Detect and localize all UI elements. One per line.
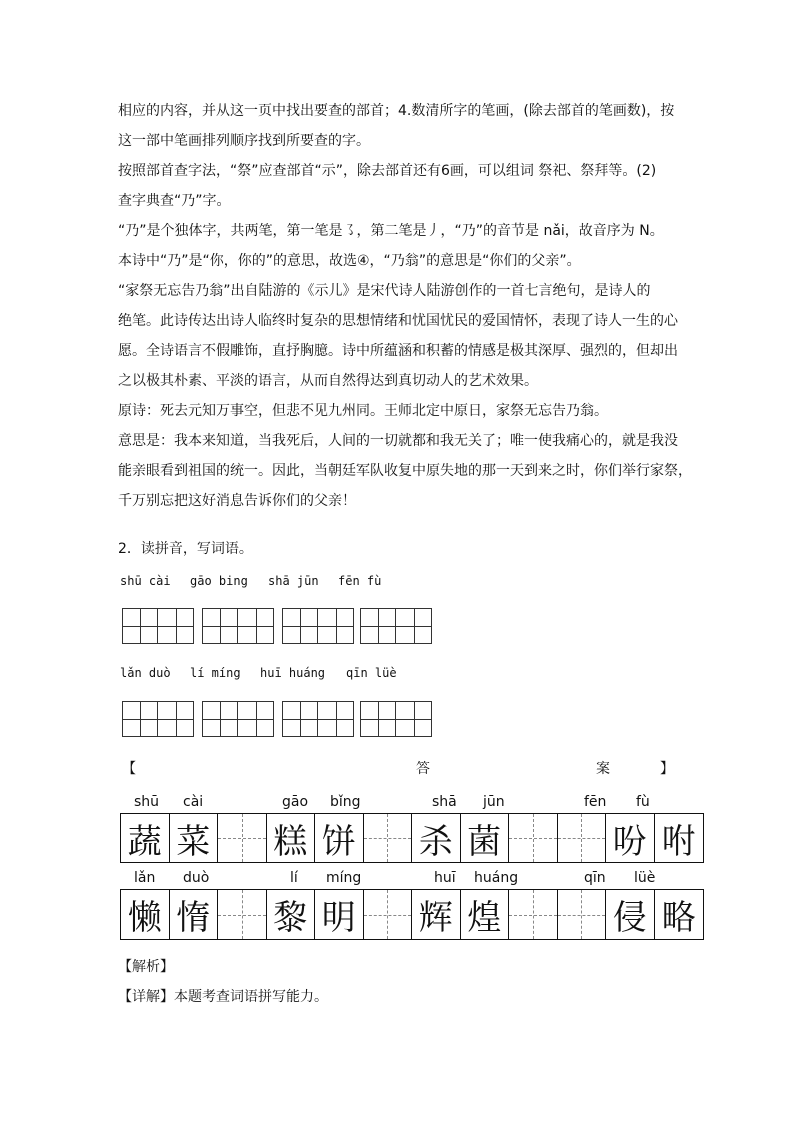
- writing-box[interactable]: [202, 608, 274, 644]
- analysis-label: 【解析】: [118, 959, 174, 975]
- answer-pinyin: duò: [183, 870, 210, 886]
- writing-cell[interactable]: [361, 702, 396, 736]
- answer-char-cell: 略: [661, 898, 696, 938]
- answer-pinyin: shū: [134, 794, 160, 810]
- answer-pinyin: qīn: [584, 870, 606, 886]
- text-line: “家祭无忘告乃翁”出自陆游的《示儿》是宋代诗人陆游创作的一首七言绝句，是诗人的: [118, 283, 651, 299]
- writing-cell[interactable]: [283, 702, 318, 736]
- answer-pinyin: bǐng: [330, 794, 361, 810]
- writing-cell[interactable]: [238, 702, 273, 736]
- answer-pinyin: cài: [183, 794, 204, 810]
- writing-box[interactable]: [360, 701, 432, 737]
- answer-table-row-2: [120, 889, 704, 940]
- pinyin-label: shū cài: [120, 574, 171, 588]
- writing-cell[interactable]: [203, 702, 238, 736]
- writing-cell[interactable]: [396, 702, 431, 736]
- answer-pinyin: jūn: [483, 794, 505, 810]
- text-line: 意思是：我本来知道，当我死后，人间的一切就都和我无关了；唯一使我痛心的，就是我没: [118, 433, 678, 449]
- writing-box[interactable]: [122, 701, 194, 737]
- answer-char: 答: [416, 761, 430, 777]
- writing-cell[interactable]: [396, 609, 431, 643]
- writing-box[interactable]: [122, 608, 194, 644]
- answer-char-cell: 黎: [267, 890, 316, 939]
- spacer-cell: [558, 814, 607, 862]
- answer-char-cell: 蔬: [121, 814, 170, 862]
- text-line: 能亲眼看到祖国的统一。因此，当朝廷军队收复中原失地的那一天到来之时，你们举行家祭，: [118, 463, 692, 479]
- spacer-cell: [509, 890, 558, 939]
- text-line: 相应的内容，并从这一页中找出要查的部首；4.数清所字的笔画，(除去部首的笔画数)，按: [118, 103, 675, 119]
- text-line: 愿。全诗语言不假雕饰，直抒胸臆。诗中所蕴涵和积蓄的情感是极其深厚、强烈的，但却出: [118, 343, 678, 359]
- answer-pinyin: lí: [290, 870, 298, 886]
- text-line: 按照部首查字法，“祭”应查部首“示”，除去部首还有6画，可以组词 祭祀、祭拜等。(2): [118, 163, 657, 179]
- answer-char-cell: 辉: [412, 890, 461, 939]
- answer-char-cell: 菜: [170, 814, 219, 862]
- answer-pinyin: shā: [432, 794, 457, 810]
- pinyin-label: gāo bing: [190, 574, 248, 588]
- writing-box[interactable]: [360, 608, 432, 644]
- spacer-cell: [509, 814, 558, 862]
- pinyin-label: lǎn duò: [120, 666, 171, 680]
- pinyin-label: lí míng: [190, 666, 241, 680]
- writing-cell[interactable]: [318, 702, 353, 736]
- answer-pinyin: gāo: [282, 794, 309, 810]
- answer-char-cell: 侵: [606, 890, 655, 939]
- text-line: 之以极其朴素、平淡的语言，从而自然得达到真切动人的艺术效果。: [118, 373, 538, 389]
- answer-header: [120, 758, 674, 778]
- answer-char-cell: 懒: [121, 890, 170, 939]
- question-title: 2．读拼音，写词语。: [118, 541, 253, 557]
- spacer-cell: [364, 814, 413, 862]
- pinyin-label: huī huáng: [260, 666, 326, 680]
- writing-box[interactable]: [282, 701, 354, 737]
- answer-char-cell: 煌: [461, 890, 510, 939]
- text-line: 绝笔。此诗传达出诗人临终时复杂的思想情绪和忧国忧民的爱国情怀，表现了诗人一生的心: [118, 313, 678, 329]
- answer-pinyin: fù: [636, 794, 650, 810]
- answer-pinyin: lǎn: [134, 870, 156, 886]
- writing-cell[interactable]: [283, 609, 318, 643]
- answer-pinyin: huī: [434, 870, 456, 886]
- pinyin-label: qīn lüè: [346, 666, 397, 680]
- pinyin-label: shā jūn: [268, 574, 319, 588]
- answer-char-cell: 明: [315, 890, 364, 939]
- answer-char-cell: 菌: [461, 814, 510, 862]
- spacer-cell: [364, 890, 413, 939]
- answer-char: 案: [596, 761, 610, 777]
- text-line: 查字典查“乃”字。: [118, 193, 231, 209]
- spacer-cell: [218, 814, 267, 862]
- writing-cell[interactable]: [203, 609, 238, 643]
- text-line: 原诗：死去元知万事空，但悲不见九州同。王师北定中原日，家祭无忘告乃翁。: [118, 403, 608, 419]
- spacer-cell: [218, 890, 267, 939]
- writing-cell[interactable]: [123, 702, 158, 736]
- text-line: 本诗中“乃”是“你，你的”的意思，故选④，“乃翁”的意思是“你们的父亲”。: [118, 253, 581, 269]
- writing-cell[interactable]: [318, 609, 353, 643]
- answer-pinyin: huáng: [474, 870, 519, 886]
- answer-char-cell: 杀: [412, 814, 461, 862]
- answer-char-cell: 糕: [267, 814, 316, 862]
- writing-box[interactable]: [202, 701, 274, 737]
- answer-pinyin: míng: [326, 870, 362, 886]
- text-line: 这一部中笔画排列顺序找到所要查的字。: [118, 133, 370, 149]
- answer-pinyin: fēn: [584, 794, 607, 810]
- answer-table-row-1: [120, 813, 704, 863]
- right-bracket: 】: [660, 761, 674, 777]
- writing-cell[interactable]: [158, 609, 193, 643]
- text-line: 千万别忘把这好消息告诉你们的父亲！: [118, 493, 356, 509]
- writing-cell[interactable]: [361, 609, 396, 643]
- writing-cell[interactable]: [123, 609, 158, 643]
- answer-char-cell: 惰: [170, 890, 219, 939]
- answer-char-cell: 饼: [315, 814, 364, 862]
- writing-box[interactable]: [282, 608, 354, 644]
- writing-cell[interactable]: [238, 609, 273, 643]
- detail-text: 【详解】本题考查词语拼写能力。: [118, 989, 328, 1005]
- explanation-paragraph: [118, 96, 692, 516]
- answer-pinyin: lüè: [634, 870, 656, 886]
- answer-char-cell: 咐: [661, 821, 696, 862]
- text-line: “乃”是个独体字，共两笔，第一笔是㇌，第二笔是丿，“乃”的音节是 nǎi，故音序为 N。: [118, 223, 664, 239]
- writing-cell[interactable]: [158, 702, 193, 736]
- left-bracket: 【: [122, 761, 136, 777]
- spacer-cell: [558, 890, 607, 939]
- pinyin-label: fēn fù: [338, 574, 382, 588]
- answer-char-cell: 吩: [606, 814, 655, 862]
